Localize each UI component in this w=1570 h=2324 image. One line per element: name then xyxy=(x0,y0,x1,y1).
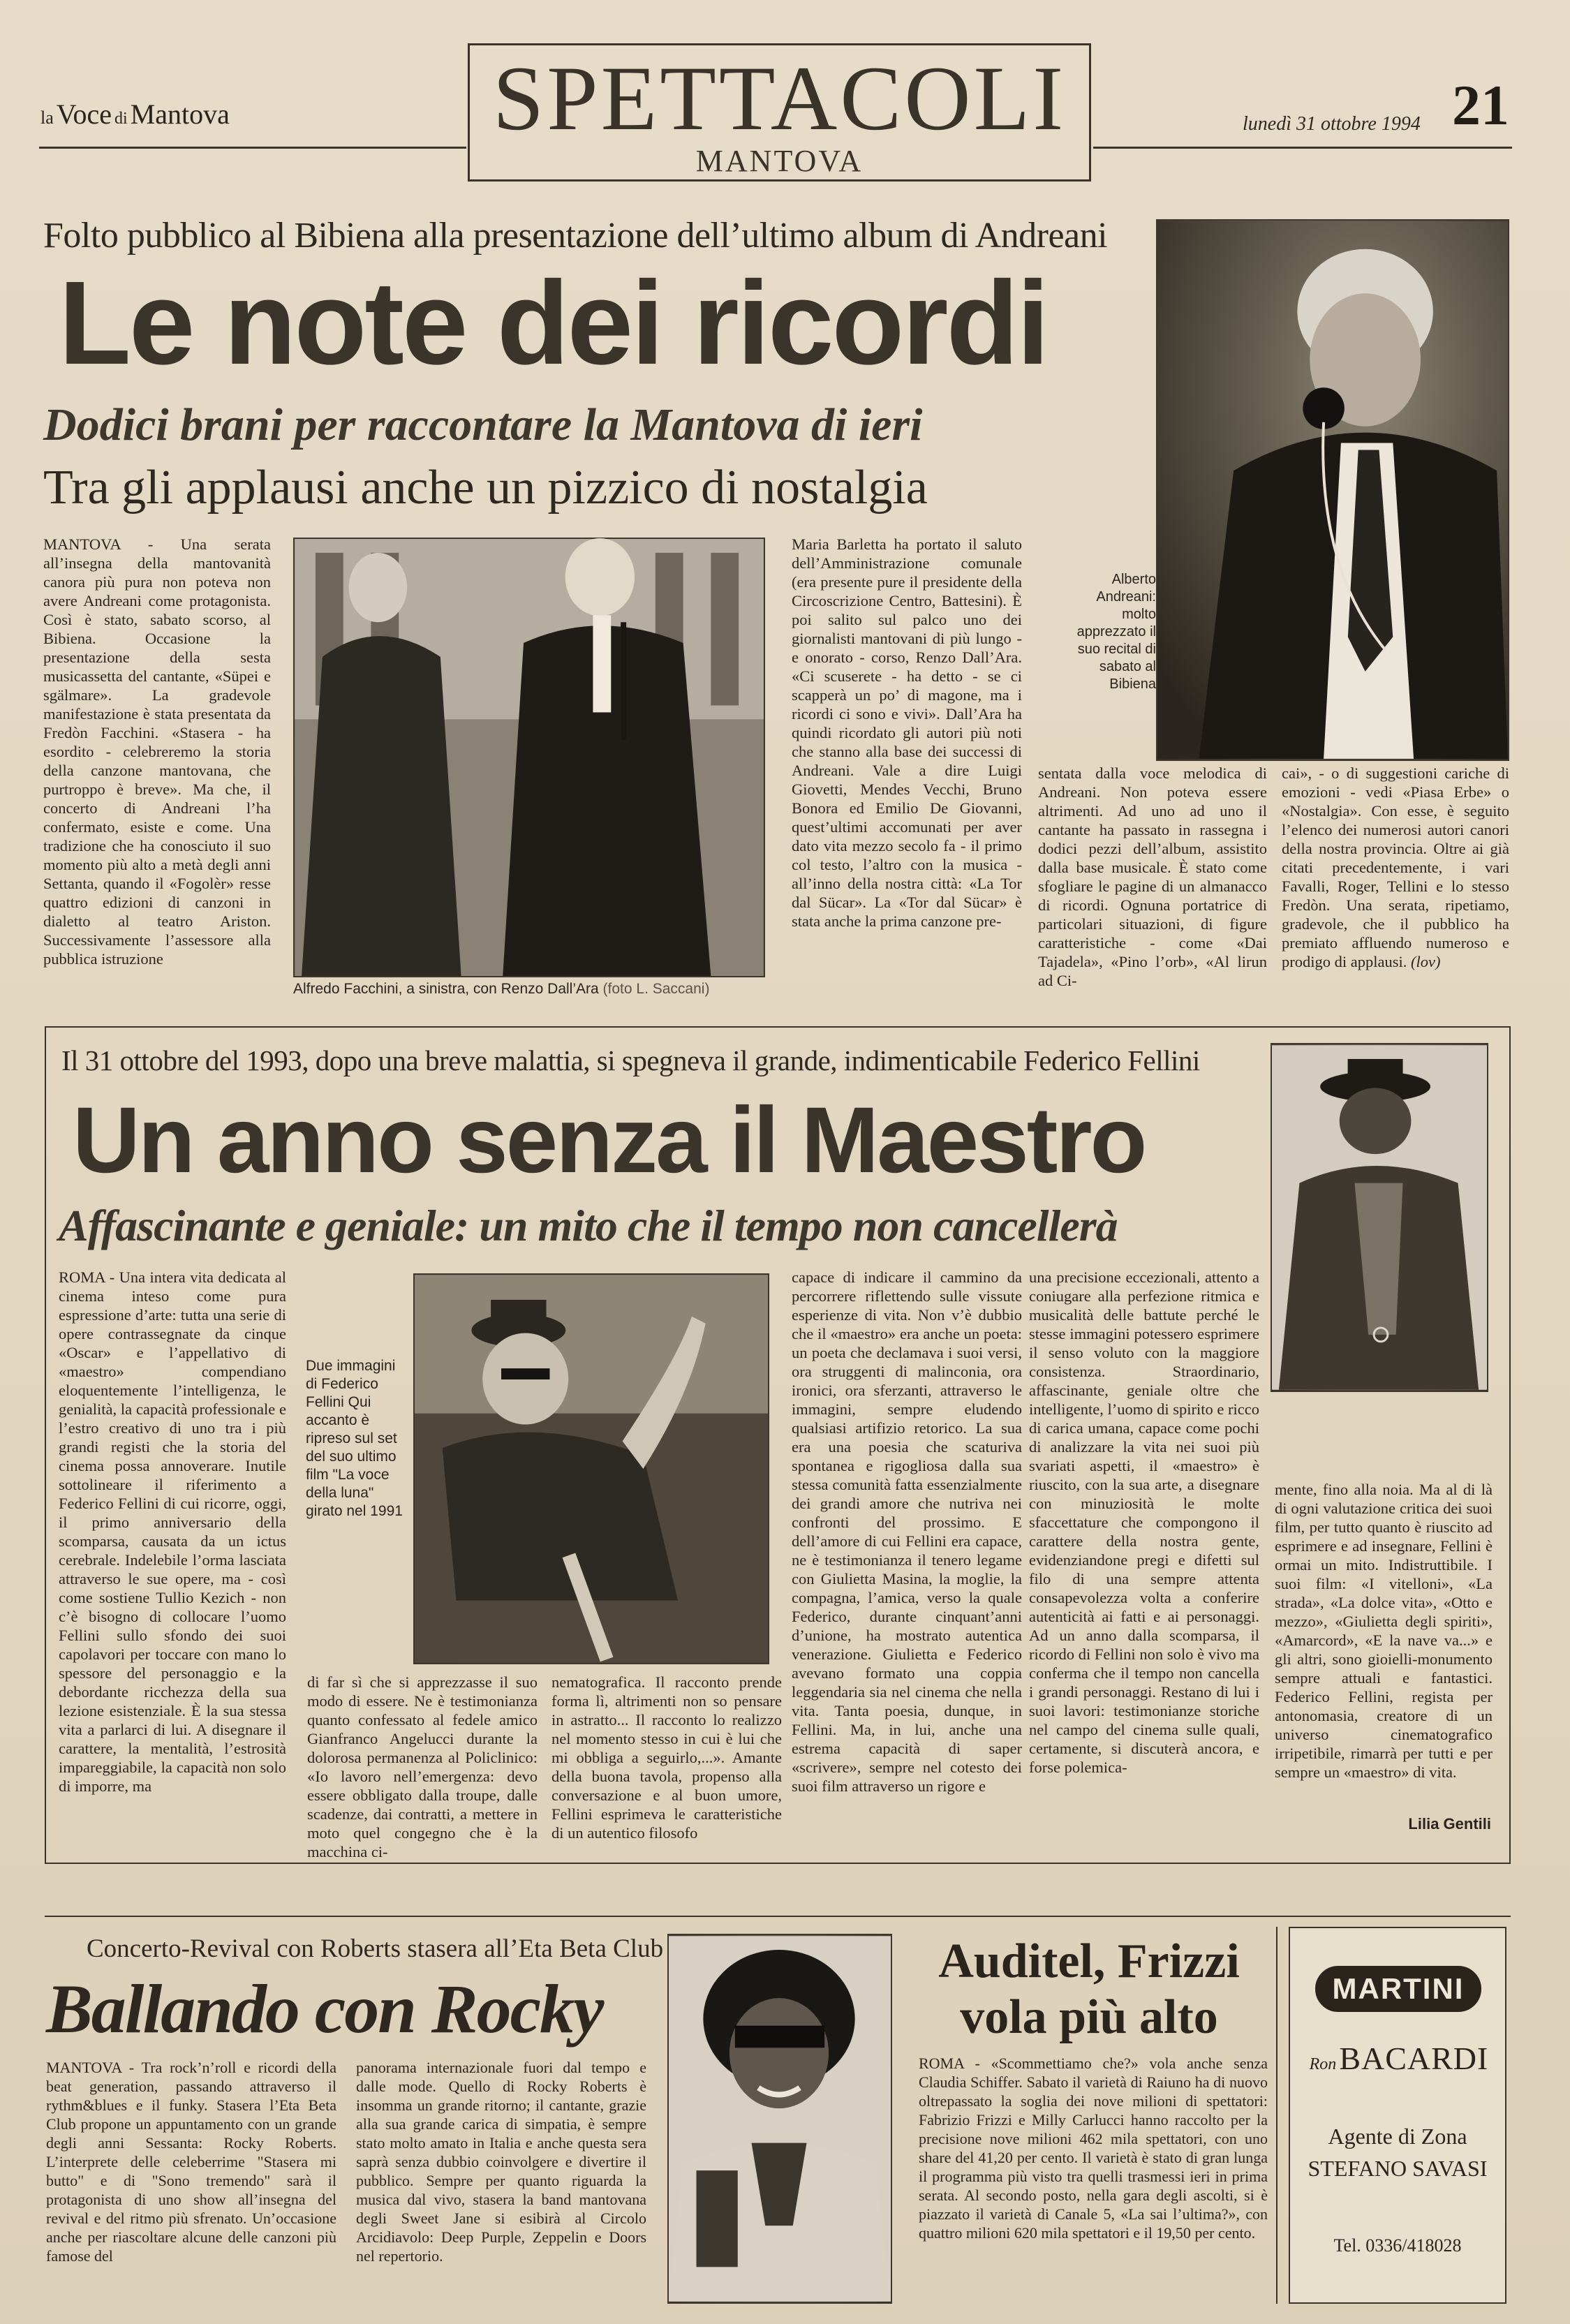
article1-col1: MANTOVA - Una serata all’insegna della mantovanità canora più pura non poteva non avere Andreani come protagonista. Così è stato, sabato scorso, al Bibiena. Occasione la presentazione della sesta musicassetta del cantante, «Süpei e sgälmare». La gradevole manifestazione è stata presentata da Fredòn Facchini. «Stasera - ha esordito - celebreremo la storia della canzone mantovana, che purtroppo è breve». Ma che, il concerto di Andreani l’ha confermato, esiste e come. Una tradizione che ha conosciuto il suo momento più alto a metà degli anni Settanta, quando il «Fogolèr» resse quattro edizioni di canzoni in dialetto al teatro Ariston. Successivamente l’assessore alla pubblica istruzione xyxy=(43,535,271,968)
article1-signature: (lov) xyxy=(1410,953,1441,970)
bacardi-brand: BACARDI xyxy=(1339,2041,1489,2076)
article3-headline: Ballando con Rocky xyxy=(46,1970,603,2048)
article2-photo-caption: Due immagini di Federico Fellini Qui accanto è ripreso sul set del suo ultimo film "La voce della luna" girato nel 1991 xyxy=(306,1358,403,1519)
article2-col3b: nematografica. Il racconto prende forma lì, altrimenti non so pensare in astratto... Il racconto lo realizzo nel momento stesso in cui è lui che mi obbliga a seguirlo,...». Amante della buona tavola, propenso alla conversazione e al buon umore, Fellini esprimeva le caratteristiche di un autentico filosofo xyxy=(551,1673,782,1842)
two-men-singing-photo xyxy=(295,539,764,976)
article2-col4: una precisione eccezionali, attento a coniugare alla perfezione ritmica e musicalità delle battute perché le stesse immagini potessero esprimere il senso voluto con la maggiore consistenza. Straordinario, affascinante, geniale oltre che intelligente, l’uomo di spirito e ricco di carica umana, capace come pochi di analizzare la vita nei suoi più svariati aspetti, il «maestro» è riuscito, con la sua arte, a disegnare con minuziosità le molte sfaccettature che compongono il carattere della nostra gente, evidenziandone pregi e difetti sul filo di una sempre attenta consapevolezza volta a conferire autenticità ai fatti e ai personaggi. Ad un anno dalla scomparsa, il ricordo di Fellini non solo è vivo ma conferma che il tempo non cancella i grandi personaggi. Restano di lui i suoi lavori: testimonianze storiche nel campo del cinema sulle quali, certamente, si discuterà ancora, e forse polemica- xyxy=(1029,1268,1259,1776)
article1-kicker: Folto pubblico al Bibiena alla presentazione dell’ultimo album di Andreani xyxy=(43,216,1108,256)
page-number: 21 xyxy=(1452,73,1509,137)
article2-col5: mente, fino alla noia. Ma al di là di ogni valutazione critica dei suoi film, per tutto quanto è riuscito ad esprimere e ad insegnare, Fellini è ormai un mito. Indistruttibile. I suoi film: «I vitelloni», «La strada», «La dolce vita», «Otto e mezzo», «Giulietta degli spiriti», «Amarcord», «E la nave va...» e gli altri, sono gioielli-monumento sempre attuali e fantastici. Federico Fellini, regista per antonomasia, creatore di un universo cinematografico irripetibile, rimarrà per tutti e per sempre un «maestro» di vita. xyxy=(1275,1481,1493,1781)
article2-col2: di far sì che si apprezzasse il suo modo di essere. Ne è testimonianza quanto confessato al fedele amico Gianfranco Angelucci durante la dolorosa permanenza al Policlinico: «Io lavoro nell’emergenza: devo essere obbligato dalla troupe, dalle scadenze, dai contratti, a mettere in moto quel congegno che è la macchina ci- xyxy=(307,1673,538,1860)
article1-subhead1: Dodici brani per raccontare la Mantova di ieri xyxy=(43,399,923,450)
lower-rule xyxy=(45,1916,1511,1917)
article1-photo-small xyxy=(293,538,765,977)
article2-col1: ROMA - Una intera vita dedicata al cinema inteso come pura espressione d’arte: tutta una serie di opere contrassegnate da cinque «Oscar» e l’appellativo di «maestro» compendiano eloquentemente l’intelligenza, le genialità, la capacità professionale e l’estro creativo di uno tra i più grandi registi che la storia del cinema possa annoverare. Inutile sottolineare il riferimento a Federico Fellini di cui ricorre, oggi, il primo anniversario della scomparsa, causata da un ictus cerebrale. Indelebile l’orma lasciata attraverso le sue opere, ma - così come sostiene Tullio Kezich - non c’è bisogno di collocare l’uomo Fellini sullo sfondo dei suoi capolavori per toccare con mano lo spessore del personaggio e la debordante ricchezza della sua lezione esistenziale. È la sua stessa vita a parlarci di lui. A disegnare il carattere, la mentalità, l’estrosità impareggiabile, la capacità non solo di imporre, ma xyxy=(59,1268,286,1795)
article4-headline-line1: Auditel, Frizzi xyxy=(938,1934,1240,1988)
article3-photo xyxy=(667,1934,892,2304)
agent-label: Agente di Zona xyxy=(1328,2124,1467,2149)
fellini-seated-photo xyxy=(415,1275,768,1663)
article2-signature: Lilia Gentili xyxy=(1408,1815,1491,1833)
martini-brand: MARTINI xyxy=(1332,1972,1465,2005)
article1-photo-big-caption: Alberto Andreani: molto apprezzato il suo recital di sabato al Bibiena xyxy=(1076,572,1156,692)
article4-headline xyxy=(906,1934,1272,2045)
article3-kicker: Concerto-Revival con Roberts stasera all’Eta Beta Club xyxy=(87,1934,664,1963)
section-box xyxy=(468,43,1091,182)
article2-col3a: capace di indicare il cammino da percorrere riflettendo sulle vissute esperienze di vita. Non v’è dubbio che il «maestro» era anche un poeta: un poeta che declamava i suoi versi, ora struggenti di malinconia, ora ironici, ora sferzanti, attraverso le immagini, sempre eludendo qualsiasi artifizio retorico. La sua era una poesia che scaturiva spontanea e rigogliosa dalla sua stessa comunità fatta essenzialmente dei grandi amore che nutriva nei confronti del prossimo. E dell’amore di cui Fellini era capace, ne è testimonianza il tenero legame con Giulietta Masina, la moglie, la compagna, l’amica, verso la quale Federico, durante cinquant’anni d’unione, ha mostrato autentica venerazione. Giulietta e Federico avevano formato una coppia leggendaria sia nel cinema che nella vita. Tanta poesia, dunque, in Fellini. Ma, in lui, anche una estrema capacità di saper «scrivere», sempre nel cotesto dei suoi film attraverso un rigore e xyxy=(792,1268,1022,1795)
article3-col1: MANTOVA - Tra rock’n’roll e ricordi della beat generation, passando attraverso il rythm&blues e il funky. Stasera l’Eta Beta Club propone un appuntamento con un grande degli anni Sessanta: Rocky Roberts. L’interprete delle celeberrime "Stasera mi butto" e di "Sono tremendo" sarà il protagonista di uno show all’insegna del revival e del ritmo più sfrenato. Un’occasione anche per riascoltare alcune delle canzoni più famose del xyxy=(46,2059,336,2265)
agent-name: STEFANO SAVASI xyxy=(1308,2156,1488,2181)
issue-date: lunedì 31 ottobre 1994 xyxy=(1243,113,1421,135)
bacardi-prefix: Ron xyxy=(1309,2055,1337,2073)
article3-col2: panorama internazionale fuori dal tempo e dalle mode. Quello di Rocky Roberts è insomma un grande ritorno; il cantante, grazie alla sua grande carica di simpatia, è sempre stato molto amato in Italia e anche questa sera saprà senza dubbio coinvolgere e divertire il pubblico. Sempre per quanto riguarda la musica dal vivo, stasera la band mantovana degli Sweet Jane si esibirà al Circolo Arcidiavolo: Deep Purple, Zeppelin e Doors nel repertorio. xyxy=(356,2059,646,2265)
agent-phone: Tel. 0336/418028 xyxy=(1333,2235,1462,2256)
article2-photo-right xyxy=(1271,1043,1488,1392)
article2-photo-center xyxy=(413,1273,769,1664)
paper-di: di xyxy=(114,110,128,128)
singer-with-microphone-photo xyxy=(1157,221,1508,760)
section-subtitle: MANTOVA xyxy=(695,144,864,178)
paper-name-voce: Voce xyxy=(56,98,112,130)
article1-col4 xyxy=(1282,764,1509,1029)
article1-col3: sentata dalla voce melodica di Andreani. Non poteva essere altrimenti. Ad uno ad uno il cantante ha passato in rassegna i dodici pezzi dell’album, assistito dalla base musicale. È stato come sfogliare le pagine di un almanacco di ricordi. Ognuna portatrice di particolari situazioni, di figure caratteristiche - come «Dai Tajadela», «Pino l’orb», «Al lirun ad Ci- xyxy=(1038,764,1267,989)
paper-name-mantova: Mantova xyxy=(130,98,230,130)
article2-kicker: Il 31 ottobre del 1993, dopo una breve malattia, si spegneva il grande, indimenticabile Federico Fellini xyxy=(61,1044,1200,1076)
masthead-rule-right xyxy=(1093,147,1512,149)
article4-headline-line2: vola più alto xyxy=(960,1990,1218,2044)
article1-photo-big xyxy=(1156,219,1509,761)
advert-box xyxy=(1289,1927,1506,2304)
article1-photo-small-caption xyxy=(293,980,782,998)
article1-col4-text: cai», - o di suggestioni cariche di emozioni - vedi «Piasa Erbe» o «Nostalgia». Con esse, è seguito l’elenco dei numerosi autori canori della nostra provincia. Oltre ai già citati precedentemente, i vari Favalli, Roger, Tellini e lo stesso Fredòn. Una serata, ripetiamo, gradevole, che il pubblico ha premiato affluendo numeroso e prodigo di applausi. xyxy=(1282,764,1509,970)
masthead-rule-left xyxy=(39,147,466,149)
photo-small-credit: (foto L. Saccani) xyxy=(602,981,710,997)
bacardi-logo xyxy=(1304,2040,1494,2077)
article4-body: ROMA - «Scommettiamo che?» vola anche senza Claudia Schiffer. Sabato il varietà di Raiuno ha di nuovo oltrepassato la soglia dei nove milioni di spettatori: Fabrizio Frizzi e Milly Carlucci hanno raccolto per la precisione nove milioni 462 mila spettatori, con uno share del 41,20 per cento. Il varietà è stato di gran lunga il programma più visto tra quelli trasmessi ieri in prima serata. Al secondo posto, nella gara degli ascolti, si è piazzato il varietà di Canale 5, «La sai l’ultima?», con quattro milioni 620 mila spettatori e il 19,50 per cento. xyxy=(919,2055,1268,2242)
article1-subhead2: Tra gli applausi anche un pizzico di nostalgia xyxy=(43,461,928,515)
fellini-standing-photo xyxy=(1272,1044,1487,1391)
article2-subhead: Affascinante e geniale: un mito che il tempo non cancellerà xyxy=(59,1201,1118,1250)
paper-name xyxy=(40,98,278,140)
photo-small-caption-text: Alfredo Facchini, a sinistra, con Renzo Dall’Ara xyxy=(293,981,599,997)
article1-headline: Le note dei ricordi xyxy=(59,257,1048,390)
article2-headline: Un anno senza il Maestro xyxy=(73,1088,1146,1192)
paper-prefix: la xyxy=(40,108,54,128)
article1-col2: Maria Barletta ha portato il saluto dell’Amministrazione comunale (era presente pure il presidente della Circoscrizione Centro, Battesini). È poi salito sul palco uno dei giornalisti mantovani di più lungo - e onorato - corso, Renzo Dall’Ara. «Ci scuserete - ha detto - se ci scapperà un po’ di magone, ma i ricordi ci sono e vivi». Dall’Ara ha quindi ricordato gli autori più noti che stanno alla base dei successi di Andreani. Vale a dire Luigi Giovetti, Mendes Vecchi, Bruno Bonora ed Emilio De Giovanni, quest’ultimi accomunati per aver dato vita mezzo secolo fa - il primo col testo, l’altro con la musica - all’inno della nostra città: «La Tor dal Sücar». La «Tor dal Sücar» è stata anche la prima canzone pre- xyxy=(792,535,1022,930)
section-title: SPETTACOLI xyxy=(492,47,1067,149)
advert-separator xyxy=(1276,1927,1278,2304)
rocky-roberts-photo xyxy=(669,1935,891,2302)
martini-logo xyxy=(1315,1966,1481,2012)
